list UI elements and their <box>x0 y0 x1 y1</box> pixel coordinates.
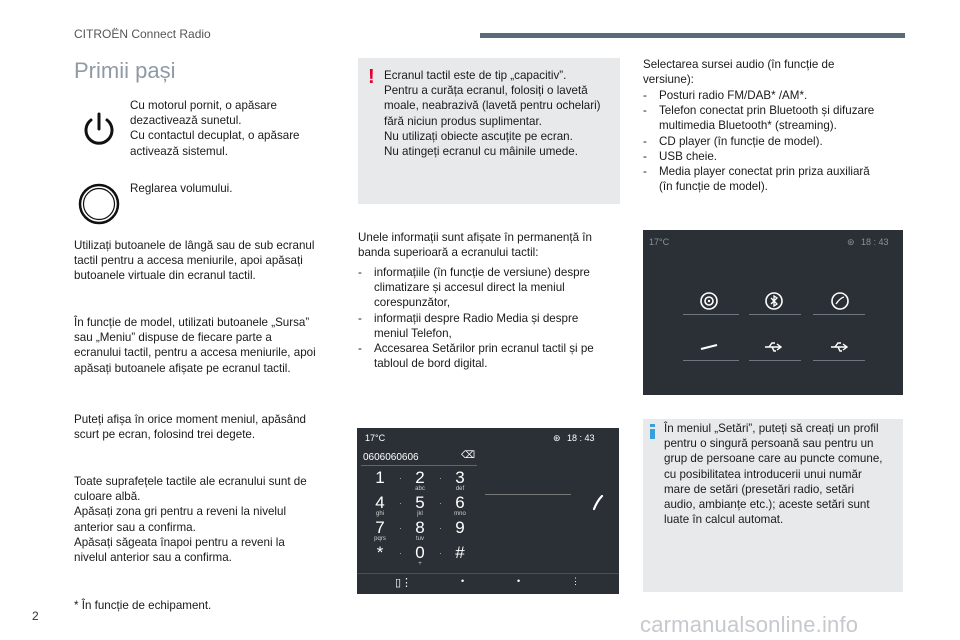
radio-icon[interactable] <box>698 290 720 312</box>
audio-source-intro: Selectarea sursei audio (în funcție de versiune): <box>643 58 835 87</box>
paragraph-buttons: Utilizați butoanele de lângă sau de sub ecranul tactil pentru a accesa meniurile, apoi apăsați butoanele virtuale din ecranul tactil. <box>74 239 315 283</box>
warning-text: Ecranul tactil este de tip „capacitiv”. Pentru a curăța ecranul, folosiți o lavetă moale, neabrazivă (lavetă pentru ochelari) fără niciun produs suplimentar. Nu utilizați obiecte ascuțite pe ecran. Nu atingeți ecranul cu mâinile umede. <box>384 69 601 159</box>
keypad-separator: · <box>439 498 442 508</box>
list-item: - informații despre Radio Media și despre meniul Telefon, <box>358 311 620 341</box>
footnote: * În funcție de echipament. <box>74 599 212 612</box>
clock-readout: 18 : 43 <box>861 237 889 247</box>
list-item: - CD player (în funcție de model). <box>643 134 903 149</box>
info-icon <box>650 424 655 439</box>
dialed-number: 0606060606 <box>363 452 419 463</box>
page-number: 2 <box>32 609 39 623</box>
keypad-key-letters: def <box>455 486 465 492</box>
grid-divider <box>683 360 739 361</box>
grid-divider <box>813 360 865 361</box>
list-item: - Media player conectat prin priza auxiliară (în funcție de model). <box>643 164 903 194</box>
paragraph-source-menu: În funcție de model, utilizati butoanele „Sursa” sau „Meniu” dispuse de fiecare parte a ecranului tactil, pentru a accesa meniurile, apoi apăsați butoanele afișate pe ecranul tactil. <box>74 316 316 375</box>
keypad-key[interactable]: 4 <box>375 493 385 512</box>
keypad-separator: · <box>399 523 402 533</box>
keypad-separator: · <box>439 473 442 483</box>
banner-list <box>358 265 620 371</box>
keypad-key-letters: tuv <box>415 536 424 542</box>
paragraph-three-fingers: Puteți afișa în orice moment meniul, apăsând scurt pe ecran, folosind trei degete. <box>74 413 306 442</box>
settings-icon[interactable]: ⊛ <box>553 433 561 443</box>
usb-icon[interactable] <box>763 336 785 358</box>
grid-divider <box>683 314 739 315</box>
cd-icon[interactable] <box>829 290 851 312</box>
audio-source-list <box>643 88 903 194</box>
phone-keypad-screen <box>357 428 619 594</box>
list-item: - Accesarea Setărilor prin ecranul tactil și pe tabloul de bord digital. <box>358 341 620 371</box>
keypad-key[interactable]: 0 <box>415 543 425 562</box>
keypad-key[interactable]: 3 <box>455 468 465 487</box>
list-item: - USB cheie. <box>643 149 903 164</box>
keypad-key-letters: mno <box>454 511 466 517</box>
section-title: Primii pași <box>74 58 176 83</box>
keypad-key-letters: ghi <box>375 511 384 517</box>
keypad-key[interactable]: 5 <box>415 493 425 512</box>
keypad-key[interactable]: 8 <box>415 518 425 537</box>
bluetooth-streaming-icon[interactable] <box>763 290 785 312</box>
temperature-readout: 17°C <box>365 433 386 443</box>
clock-readout: 18 : 43 <box>567 433 595 443</box>
grid-divider <box>749 360 801 361</box>
audio-source-screen <box>643 230 903 395</box>
more-icon[interactable]: ⋮ <box>571 576 580 586</box>
keypad-separator: · <box>439 548 442 558</box>
header-title: CITROËN Connect Radio <box>74 27 211 41</box>
bottom-bar-dot: • <box>461 576 465 586</box>
number-underline <box>361 465 477 466</box>
keypad-key[interactable]: 6 <box>455 493 465 512</box>
keypad-separator: · <box>399 473 402 483</box>
keypad-separator: · <box>399 548 402 558</box>
power-icon <box>78 108 120 150</box>
banner-intro: Unele informații sunt afișate în permanență în banda superioară a ecranului tactil: <box>358 231 592 260</box>
grid-divider <box>813 314 865 315</box>
keypad-separator: · <box>439 523 442 533</box>
volume-knob-icon <box>78 183 120 225</box>
grid-divider <box>749 314 801 315</box>
call-divider <box>485 494 571 495</box>
backspace-icon[interactable]: ⌫ <box>461 450 476 461</box>
keypad-key-letters: + <box>418 561 422 567</box>
volume-text: Reglarea volumului. <box>130 182 233 195</box>
usb-icon[interactable] <box>829 336 851 358</box>
temperature-readout: 17°C <box>649 237 670 247</box>
keypad-key[interactable]: 9 <box>455 518 465 537</box>
keypad-key-letters: pqrs <box>374 536 386 542</box>
list-item: - informațiile (în funcție de versiune) despre climatizare și accesul direct la meniul corespunzător, <box>358 265 620 311</box>
keypad-key-letters: jkl <box>417 511 423 517</box>
power-text: Cu motorul pornit, o apăsare dezactivează sunetul. Cu contactul decuplat, o apăsare activează sistemul. <box>130 99 300 158</box>
info-text: În meniul „Setări”, puteți să creați un profil pentru o singură persoană sau pentru un grup de persoane care au puncte comune, cu posibilitatea introducerii unui număr mare de setări (presetări radio, setări audio, ambianțe etc.); aceste setări sunt luate în calcul automat. <box>664 422 883 527</box>
keypad <box>365 468 475 568</box>
list-item: - Telefon conectat prin Bluetooth și difuzare multimedia Bluetooth* (streaming). <box>643 103 903 133</box>
watermark: carmanualsonline.info <box>640 612 859 637</box>
contacts-icon[interactable]: ▯⋮ <box>395 577 413 589</box>
paragraph-touch-surfaces: Toate suprafețele tactile ale ecranului sunt de culoare albă. Apăsați zona gri pentru a reveni la nivelul anterior sau a confirma. Apăsați săgeata înapoi pentru a reveni la nivelul anterior sau a confirma. <box>74 475 307 565</box>
keypad-key[interactable]: 7 <box>375 518 385 537</box>
keypad-key-letters: abc <box>415 486 425 492</box>
aux-jack-icon[interactable] <box>698 336 720 358</box>
keypad-key[interactable]: # <box>455 543 465 562</box>
bottom-bar-divider <box>357 573 619 574</box>
warning-mark: ! <box>368 66 375 88</box>
bottom-bar-dot: • <box>517 576 521 586</box>
call-icon[interactable] <box>591 495 605 511</box>
keypad-key[interactable]: 1 <box>375 468 385 487</box>
keypad-key[interactable]: 2 <box>415 468 425 487</box>
keypad-key[interactable]: * <box>376 543 384 562</box>
keypad-separator: · <box>399 498 402 508</box>
list-item: - Posturi radio FM/DAB* /AM*. <box>643 88 903 103</box>
settings-icon[interactable]: ⊛ <box>847 237 855 247</box>
header-rule <box>480 33 905 38</box>
